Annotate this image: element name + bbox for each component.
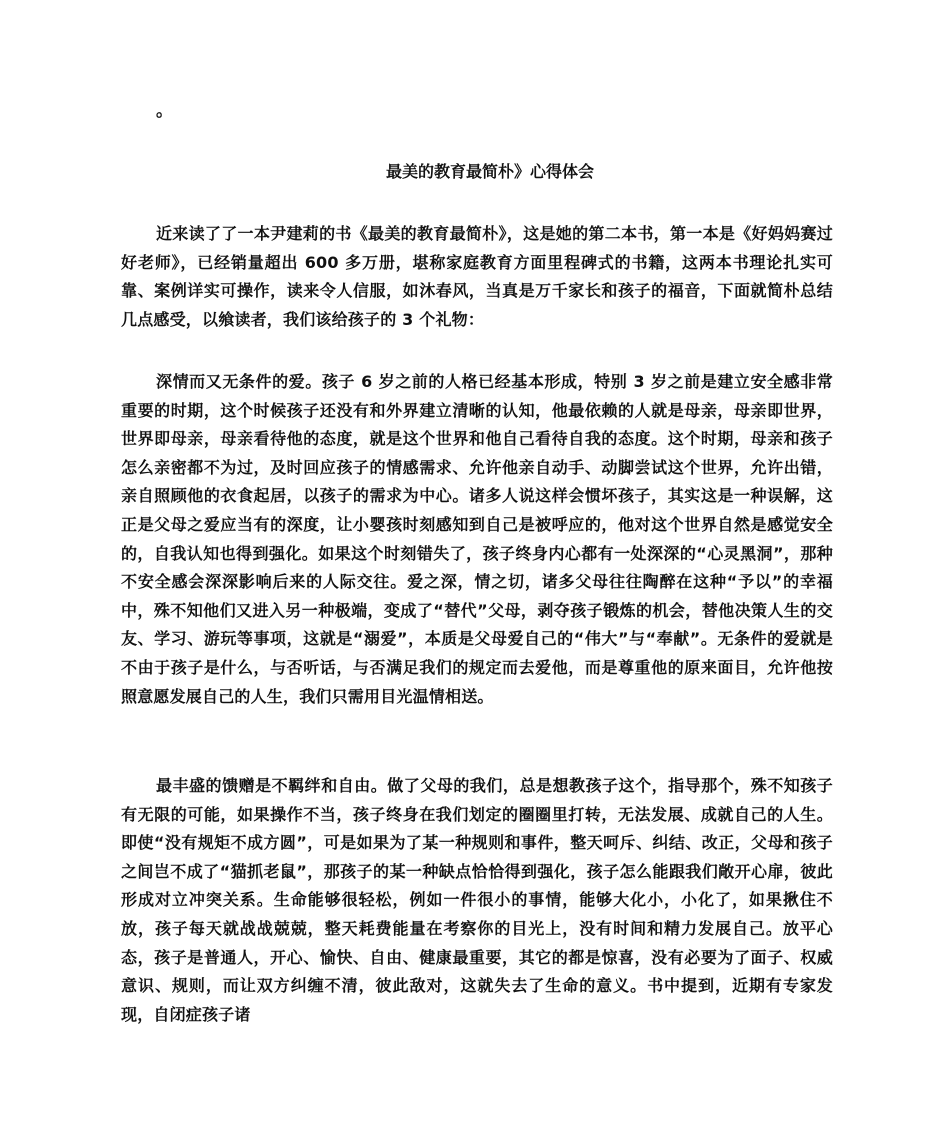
paragraph-unconditional-love: 深情而又无条件的爱。孩子 6 岁之前的人格已经基本形成，特别 3 岁之前是建立安全感非常重要的时期，这个时候孩子还没有和外界建立清晰的认知，他最依赖的人就是母亲，母亲即世界，世界即母亲，母亲看待他的态度，就是这个世界和他自己看待自我的态度。这个时期，母亲和孩子怎么亲密都不为过，及时回应孩子的情感需求、允许他亲自动手、动脚尝试这个世界，允许出错，亲自照顾他的衣食起居，以孩子的需求为中心。诸多人说这样会惯坏孩子，其实这是一种误解，这正是父母之爱应当有的深度，让小婴孩时刻感知到自己是被呼应的，他对这个世界自然是感觉安全的，自我认知也得到强化。如果这个时刻错失了，孩子终身内心都有一处深深的“心灵黑洞”，那种不安全感会深深影响后来的人际交往。爱之深，情之切，诸多父母往往陶醉在这种“予以”的幸福中，殊不知他们又进入另一种极端，变成了“替代”父母，剥夺孩子锻炼的机会，替他决策人生的交友、学习、游玩等事项，这就是“溺爱”，本质是父母爱自己的“伟大”与“奉献”。无条件的爱就是不由于孩子是什么，与否听话，与否满足我们的规定而去爱他，而是尊重他的原来面目，允许他按照意愿发展自己的人生，我们只需用目光温情相送。 [121,372,833,706]
stray-mark: 。 [156,101,173,121]
document-title: 最美的教育最简朴》心得体会 [385,162,594,181]
paragraph-freedom: 最丰盛的馈赠是不羁绊和自由。做了父母的我们，总是想教孩子这个，指导那个，殊不知孩子有无限的可能，如果操作不当，孩子终身在我们划定的圈圈里打转，无法发展、成就自己的人生。即使“没有规矩不成方圆”，可是如果为了某一种规则和事件，整天呵斥、纠结、改正，父母和孩子之间岂不成了“猫抓老鼠”，那孩子的某一种缺点恰恰得到强化，孩子怎么能跟我们敞开心扉，彼此形成对立冲突关系。生命能够很轻松，例如一件很小的事情，能够大化小，小化了，如果揪住不放，孩子每天就战战兢兢，整天耗费能量在考察你的目光上，没有时间和精力发展自己。放平心态，孩子是普通人，开心、愉快、自由、健康最重要，其它的都是惊喜，没有必要为了面子、权威意识、规则，而让双方纠缠不清，彼此敌对，这就失去了生命的意义。书中提到，近期有专家发现，自闭症孩子诸 [121,776,833,1024]
paragraph-intro: 近来读了了一本尹建莉的书《最美的教育最简朴》，这是她的第二本书，第一本是《好妈妈赛过好老师》，已经销量超出 600 多万册，堪称家庭教育方面里程碑式的书籍，这两本书理论扎实可靠、案例详实可操作，读来令人信服，如沐春风，当真是万千家长和孩子的福音，下面就简朴总结几点感受，以飨读者，我们该给孩子的 3 个礼物： [121,224,833,329]
